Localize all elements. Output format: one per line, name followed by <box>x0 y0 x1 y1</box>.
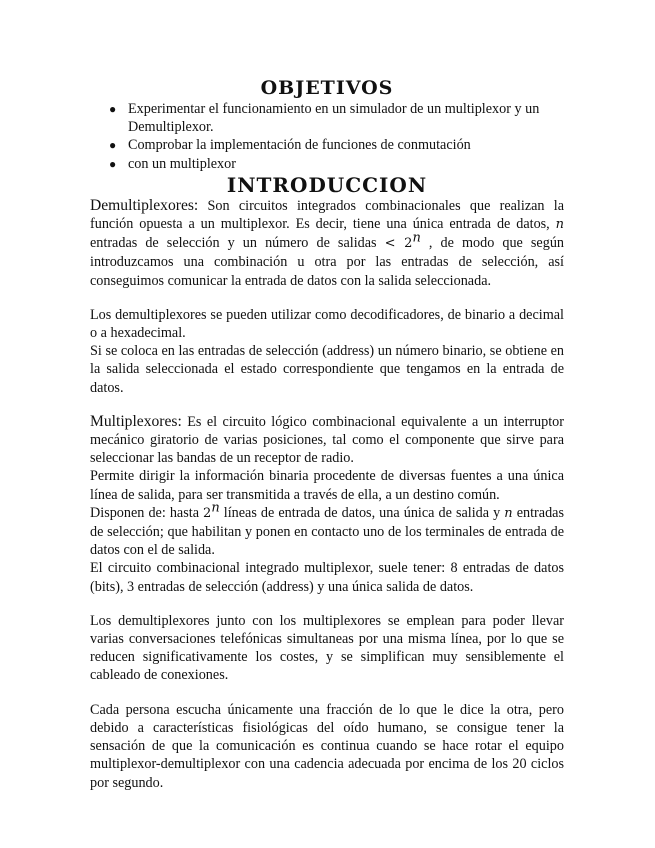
demux-decoder-paragraph: Los demultiplexores se pueden utilizar como decodificadores, de binario a decimal o a hexadecimal. <box>90 306 564 342</box>
demux-lead: Demultiplexores: <box>90 196 199 214</box>
math-n: n <box>555 217 564 233</box>
objective-text: Experimentar el funcionamiento en un simulador de un multiplexor y un Demultiplexor. <box>128 101 540 136</box>
list-item <box>109 136 564 154</box>
objectives-list <box>90 100 564 173</box>
math-n: n <box>504 505 513 521</box>
list-item <box>109 155 564 173</box>
math-lt-2: < 2 <box>384 236 413 252</box>
math-exp-n: n <box>211 500 220 516</box>
bullet-icon: ● <box>109 156 117 171</box>
mux-paragraph <box>90 413 564 468</box>
mux-lead: Multiplexores: <box>90 412 182 430</box>
spacer <box>90 397 564 413</box>
bullet-icon: ● <box>109 138 117 153</box>
math-exp-n: n <box>412 230 421 246</box>
mux-disponen-paragraph <box>90 500 564 560</box>
mux-text: Es el circuito lógico combinacional equivalente a un interruptor mecánico giratorio de varias posiciones, tal como el componente que sirve para seleccionar las bandas de un receptor de radio. <box>90 413 564 467</box>
demux-paragraph <box>90 197 564 290</box>
spacer <box>90 596 564 612</box>
document-page <box>90 76 564 792</box>
telefonia-paragraph: Los demultiplexores junto con los multiplexores se emplean para poder llevar varias conversaciones telefónicas simultaneas por una misma línea, por lo que se reducen significativamente los costes, y se simplifican muy sensiblemente el cableado de conexiones. <box>90 612 564 684</box>
demux-text-b: entradas de selección y un número de salidas <box>90 235 385 252</box>
math-2: 2 <box>203 505 212 521</box>
bullet-icon: ● <box>109 102 117 116</box>
spacer <box>90 290 564 306</box>
objetivos-title: OBJETIVOS <box>260 77 394 99</box>
objective-text: Comprobar la implementación de funciones de conmutación <box>128 137 471 154</box>
mux-disponen-b: líneas de entrada de datos, una única de salida y <box>219 504 505 521</box>
demux-text-c: , de modo que según introduzcamos una combinación u otra por las entradas de selección, así conseguimos comunicar la entrada de datos con la salida seleccionada. <box>90 235 565 289</box>
mux-disponen-c: entradas de selección; que habilitan y ponen en contacto uno de los terminales de entrada de datos con el de salida. <box>90 504 564 559</box>
demux-address-paragraph: Si se coloca en las entradas de selección (address) un número binario, se obtiene en la salida seleccionada el estado correspondiente que tengamos en la entrada de datos. <box>90 343 564 396</box>
objective-text: con un multiplexor <box>128 155 236 172</box>
spacer <box>90 685 564 701</box>
mux-direct-paragraph: Permite dirigir la información binaria procedente de diversas fuentes a una única línea de salida, para ser transmitida a través de ella, a un destino común. <box>90 468 564 503</box>
demux-text-a: Son circuitos integrados combinacionales que realizan la función opuesta a un multiplexor. Es decir, tiene una única entrada de datos, <box>90 197 564 233</box>
mux-disponen-a: Disponen de: hasta <box>90 504 204 521</box>
list-item <box>109 100 564 136</box>
mux-integrated-paragraph: El circuito combinacional integrado multiplexor, suele tener: 8 entradas de datos (bits), 3 entradas de selección (address) y una única salida de datos. <box>90 560 564 595</box>
introduccion-title: INTRODUCCION <box>226 172 428 197</box>
persona-paragraph: Cada persona escucha únicamente una fracción de lo que le dice la otra, pero debido a características fisiológicas del oído humano, se consigue tener la sensación de que la comunicación es continua cuando se hace rotar el equipo multiplexor-demultiplexor con una cadencia adecuada por encima de los 20 ciclos por segundo. <box>90 701 564 791</box>
